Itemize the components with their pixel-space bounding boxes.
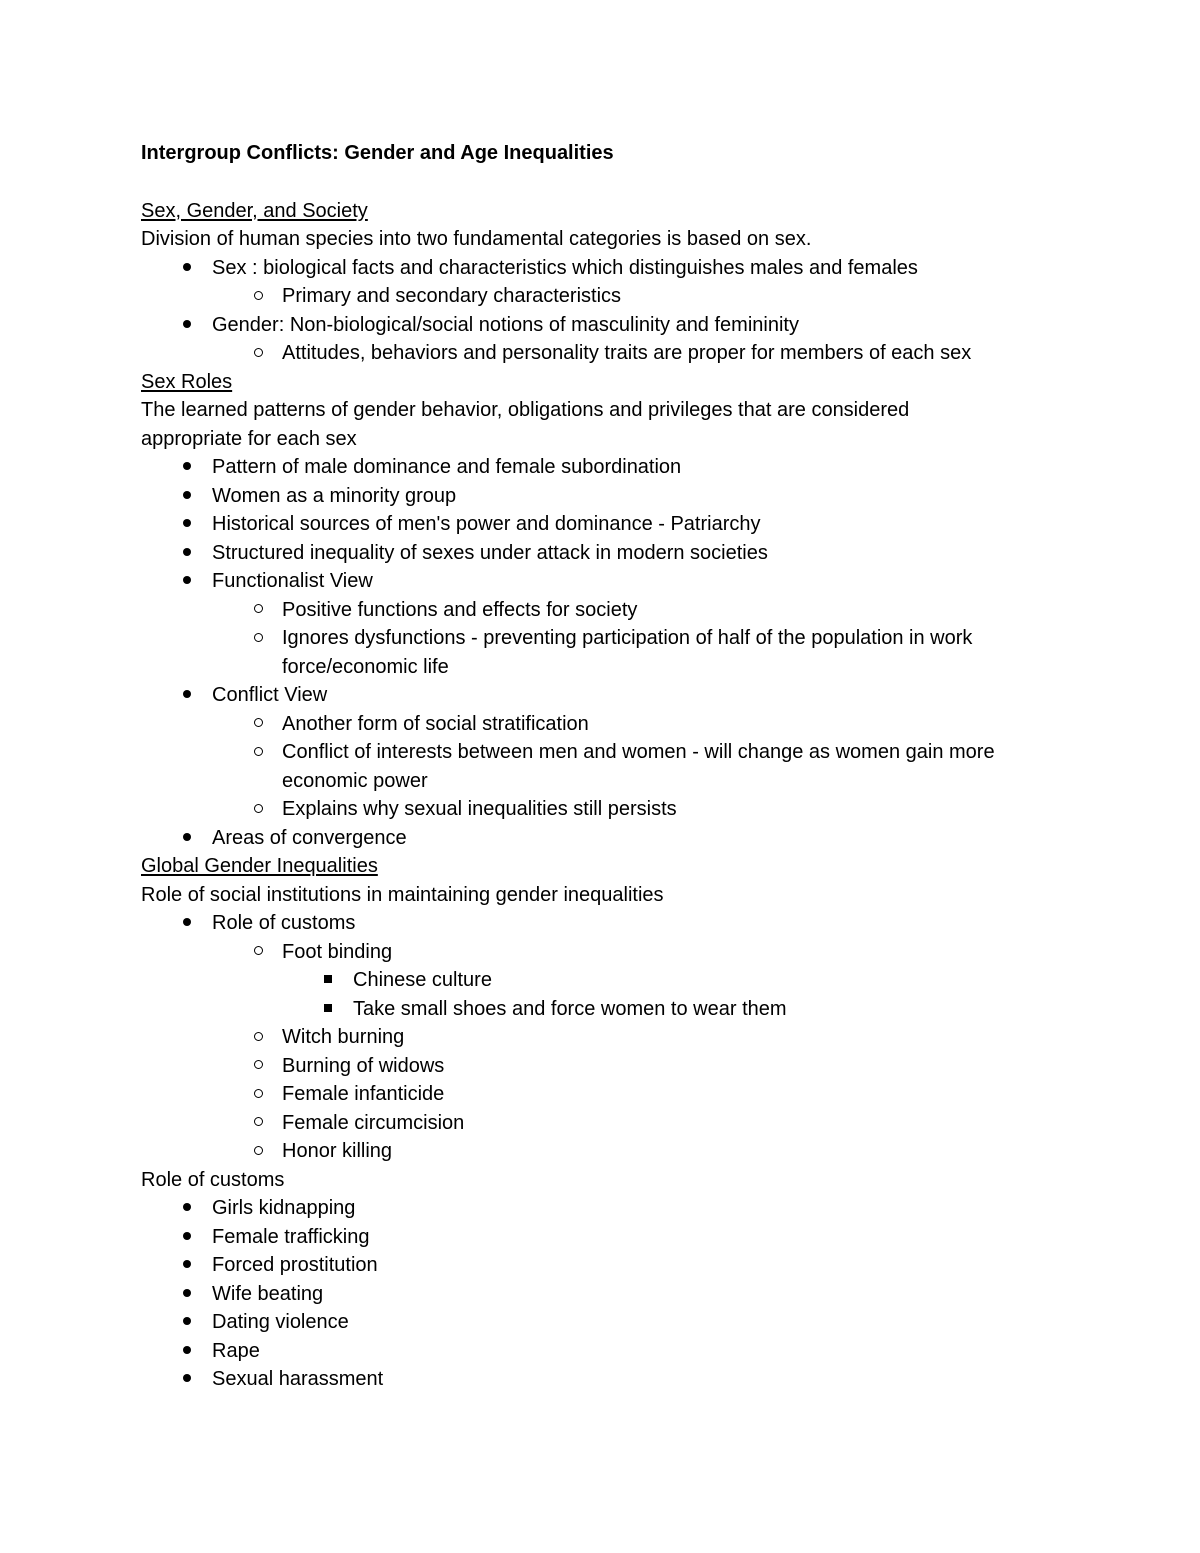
- list-item: Role of customs: [141, 909, 1101, 938]
- list-item: Explains why sexual inequalities still persists: [141, 795, 1101, 824]
- list-item: Ignores dysfunctions - preventing participation of half of the population in work force/economic life: [141, 624, 1052, 681]
- bullet-dot-icon: [177, 1365, 197, 1394]
- section-intro: Role of customs: [141, 1168, 285, 1191]
- list-item: Wife beating: [141, 1280, 1101, 1309]
- document-body: [141, 139, 1101, 1394]
- list-item: Areas of convergence: [141, 824, 1101, 853]
- bullet-circle-icon: [248, 1023, 268, 1052]
- list-item: Historical sources of men's power and dominance - Patriarchy: [141, 510, 1101, 539]
- bullet-dot-icon: [177, 824, 197, 853]
- bullet-dot-icon: [177, 1194, 197, 1223]
- bullet-circle-icon: [248, 1052, 268, 1081]
- bullet-dot-icon: [177, 482, 197, 511]
- bullet-dot-icon: [177, 567, 197, 596]
- bullet-dot-icon: [177, 1337, 197, 1366]
- bullet-dot-icon: [177, 539, 197, 568]
- bullet-circle-icon: [248, 938, 268, 967]
- list-item: Sex : biological facts and characteristics which distinguishes males and females: [141, 254, 1101, 283]
- list-item: Burning of widows: [141, 1052, 1101, 1081]
- list-item: Women as a minority group: [141, 482, 1101, 511]
- bullet-square-icon: [318, 966, 338, 995]
- list-item: Primary and secondary characteristics: [141, 282, 1101, 311]
- bullet-circle-icon: [248, 1137, 268, 1166]
- list-item: Forced prostitution: [141, 1251, 1101, 1280]
- bullet-circle-icon: [248, 1109, 268, 1138]
- list-item: Female infanticide: [141, 1080, 1101, 1109]
- bullet-dot-icon: [177, 1280, 197, 1309]
- list-item: Dating violence: [141, 1308, 1101, 1337]
- list-item: Conflict View: [141, 681, 1101, 710]
- list-item: Gender: Non-biological/social notions of masculinity and femininity: [141, 311, 1101, 340]
- bullet-dot-icon: [177, 1308, 197, 1337]
- bullet-circle-icon: [248, 738, 268, 767]
- list-item: Sexual harassment: [141, 1365, 1101, 1394]
- list-item: Another form of social stratification: [141, 710, 1101, 739]
- section-intro: Division of human species into two fundamental categories is based on sex.: [141, 228, 812, 250]
- bullet-dot-icon: [177, 1223, 197, 1252]
- section-heading-global-gender-inequalities: Global Gender Inequalities: [141, 855, 378, 877]
- blank-line: [141, 168, 1101, 197]
- document-title: Intergroup Conflicts: Gender and Age Inequalities: [141, 142, 614, 164]
- bullet-circle-icon: [248, 339, 268, 368]
- bullet-square-icon: [318, 995, 338, 1024]
- section-heading-sex-roles: Sex Roles: [141, 370, 233, 393]
- section-intro: The learned patterns of gender behavior, obligations and privileges that are considered appropriate for each sex: [141, 399, 910, 450]
- bullet-circle-icon: [248, 596, 268, 625]
- list-item: Structured inequality of sexes under attack in modern societies: [141, 539, 1101, 568]
- bullet-circle-icon: [248, 282, 268, 311]
- list-item: Attitudes, behaviors and personality traits are proper for members of each sex: [141, 339, 1101, 368]
- bullet-dot-icon: [177, 254, 197, 283]
- list-item: Take small shoes and force women to wear them: [141, 995, 1101, 1024]
- bullet-circle-icon: [248, 624, 268, 653]
- list-item: Conflict of interests between men and women - will change as women gain more economic power: [141, 738, 1072, 795]
- list-item: Rape: [141, 1337, 1101, 1366]
- list-item: Witch burning: [141, 1023, 1101, 1052]
- bullet-circle-icon: [248, 1080, 268, 1109]
- bullet-dot-icon: [177, 453, 197, 482]
- bullet-dot-icon: [177, 909, 197, 938]
- bullet-circle-icon: [248, 795, 268, 824]
- list-item: Female circumcision: [141, 1109, 1101, 1138]
- section-intro: Role of social institutions in maintaining gender inequalities: [141, 883, 664, 906]
- bullet-dot-icon: [177, 1251, 197, 1280]
- list-item: Positive functions and effects for society: [141, 596, 1101, 625]
- list-item: Female trafficking: [141, 1223, 1101, 1252]
- bullet-circle-icon: [248, 710, 268, 739]
- bullet-dot-icon: [177, 311, 197, 340]
- section-heading-sex-gender-society: Sex, Gender, and Society: [141, 199, 368, 222]
- list-item: Girls kidnapping: [141, 1194, 1101, 1223]
- bullet-dot-icon: [177, 681, 197, 710]
- bullet-dot-icon: [177, 510, 197, 539]
- list-item: Honor killing: [141, 1137, 1101, 1166]
- list-item: Pattern of male dominance and female subordination: [141, 453, 1101, 482]
- list-item: Chinese culture: [141, 966, 1101, 995]
- list-item: Functionalist View: [141, 567, 1101, 596]
- list-item: Foot binding: [141, 938, 1101, 967]
